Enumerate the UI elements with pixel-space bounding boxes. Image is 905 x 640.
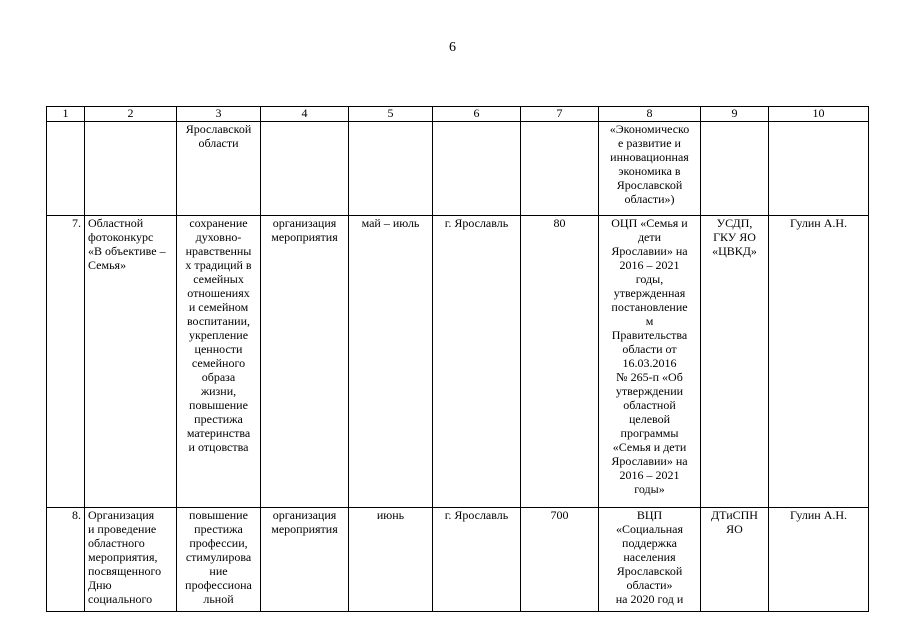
place-cell: г. Ярославль [433,508,521,612]
row-number-cell [47,122,85,216]
event-name-cell: Организация и проведение областного мероприятия, посвященного Дню социального [85,508,177,612]
period-cell: май – июль [349,216,433,508]
row-number-cell: 7. [47,216,85,508]
header-cell: 5 [349,107,433,122]
goal-cell: повышение престижа профессии, стимулирова ние профессиона льной [177,508,261,612]
event-name-cell: Областной фотоконкурс «В объективе – Семья» [85,216,177,508]
count-cell: 80 [521,216,599,508]
page-number: 6 [449,40,456,55]
header-cell: 3 [177,107,261,122]
header-cell: 2 [85,107,177,122]
place-cell: г. Ярославль [433,216,521,508]
header-cell: 7 [521,107,599,122]
period-cell [349,122,433,216]
header-cell: 4 [261,107,349,122]
header-cell: 6 [433,107,521,122]
form-cell [261,122,349,216]
form-cell: организация мероприятия [261,508,349,612]
form-cell: организация мероприятия [261,216,349,508]
count-cell: 700 [521,508,599,612]
program-cell: ВЦП «Социальная поддержка населения Ярославской области» на 2020 год и [599,508,701,612]
header-cell: 10 [769,107,869,122]
executor-cell [701,122,769,216]
responsible-cell: Гулин А.Н. [769,508,869,612]
table-row [47,508,869,612]
events-table [46,106,869,612]
executor-cell: УСДП, ГКУ ЯО «ЦВКД» [701,216,769,508]
responsible-cell [769,122,869,216]
responsible-cell: Гулин А.Н. [769,216,869,508]
header-cell: 1 [47,107,85,122]
header-cell: 9 [701,107,769,122]
executor-cell: ДТиСПН ЯО [701,508,769,612]
event-name-cell [85,122,177,216]
goal-cell: сохранение духовно- нравственны х традиций в семейных отношениях и семейном воспитании, укрепление ценности семейного образа жизни, повышение престижа материнства и отцовства [177,216,261,508]
table-row [47,122,869,216]
header-cell: 8 [599,107,701,122]
program-cell: ОЦП «Семья и дети Ярославии» на 2016 – 2021 годы, утвержденная постановление м Правительства области от 16.03.2016 № 265-п «Об утверждении областной целевой программы «Семья и дети Ярославии» на 2016 – 2021 годы» [599,216,701,508]
goal-cell: Ярославской области [177,122,261,216]
place-cell [433,122,521,216]
program-cell: «Экономическо е развитие и инновационная экономика в Ярославской области») [599,122,701,216]
count-cell [521,122,599,216]
row-number-cell: 8. [47,508,85,612]
table-row [47,216,869,508]
period-cell: июнь [349,508,433,612]
table-header-row [47,107,869,122]
